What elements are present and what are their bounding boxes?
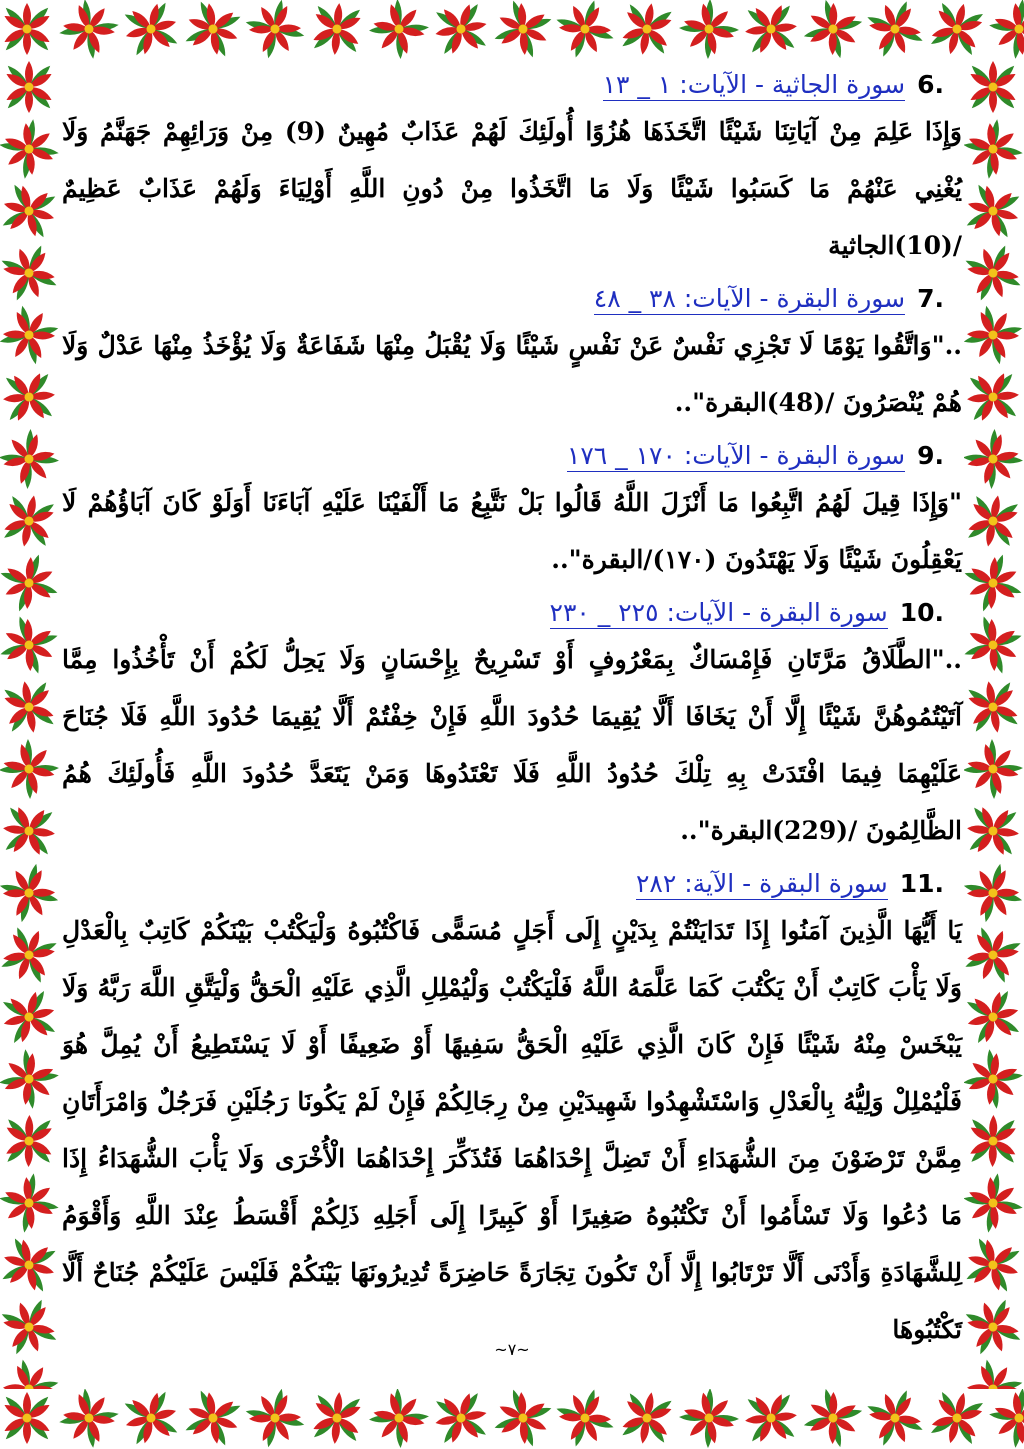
poinsettia-icon [0, 1234, 60, 1296]
poinsettia-icon [554, 0, 616, 60]
poinsettia-icon [864, 0, 926, 60]
poinsettia-icon [0, 738, 60, 800]
poinsettia-icon [120, 0, 182, 60]
poinsettia-icon [244, 0, 306, 60]
poinsettia-icon [964, 1110, 1024, 1172]
poinsettia-icon [0, 986, 60, 1048]
poinsettia-icon [0, 552, 60, 614]
section-heading [62, 869, 962, 898]
poinsettia-icon [120, 1389, 182, 1449]
verse-text: .."وَاتَّقُوا يَوْمًا لَا تَجْزِي نَفْسٌ عَنْ نَفْسٍ شَيْئًا وَلَا يُقْبَلُ مِنْهَا شَفَاعَةٌ وَلَا يُؤْخَذُ مِنْهَا عَدْلٌ وَلَا هُمْ يُنْصَرُونَ /(48)البقرة".. [62, 331, 962, 417]
poinsettia-icon [964, 60, 1024, 118]
poinsettia-icon [58, 1389, 120, 1449]
section-title: سورة البقرة - الآيات: ٣٨ _ ٤٨ [593, 284, 906, 313]
section-number: .11 [899, 869, 944, 898]
poinsettia-icon [964, 1358, 1024, 1389]
poinsettia-icon [964, 552, 1024, 614]
verse-text: .."الطَّلَاقُ مَرَّتَانِ فَإِمْسَاكٌ بِمَعْرُوفٍ أَوْ تَسْرِيحٌ بِإِحْسَانٍ وَلَا يَحِلُّ لَكُمْ أَنْ تَأْخُذُوا مِمَّا آتَيْتُمُوهُنَّ شَيْئًا إِلَّا أَنْ يَخَافَا أَلَّا يُقِيمَا حُدُودَ اللَّهِ فَإِنْ خِفْتُمْ أَلَّا يُقِيمَا حُدُودَ اللَّهِ فَلَا جُنَاحَ عَلَيْهِمَا فِيمَا افْتَدَتْ بِهِ تِلْكَ حُدُودُ اللَّهِ فَلَا تَعْتَدُوهَا وَمَنْ يَتَعَدَّ حُدُودَ اللَّهِ فَأُولَئِكَ هُمُ الظَّالِمُونَ /(229)البقرة".. [62, 645, 962, 845]
poinsettia-icon [0, 1110, 60, 1172]
poinsettia-icon [926, 1389, 988, 1449]
poinsettia-icon [0, 490, 60, 552]
poinsettia-icon [0, 1048, 60, 1110]
poinsettia-icon [964, 800, 1024, 862]
section-9 [62, 441, 962, 588]
poinsettia-icon [306, 0, 368, 60]
poinsettia-icon [964, 738, 1024, 800]
poinsettia-icon [988, 1389, 1024, 1449]
poinsettia-icon [0, 1172, 60, 1234]
poinsettia-icon [678, 1389, 740, 1449]
section-number: .9 [917, 441, 944, 470]
section-heading [62, 441, 962, 470]
page-number: ~٧~ [494, 1340, 530, 1359]
verse-text: يَا أَيُّهَا الَّذِينَ آمَنُوا إِذَا تَدَايَنْتُمْ بِدَيْنٍ إِلَى أَجَلٍ مُسَمًّى فَاكْتُبُوهُ وَلْيَكْتُبْ بَيْنَكُمْ كَاتِبٌ بِالْعَدْلِ وَلَا يَأْبَ كَاتِبٌ أَنْ يَكْتُبَ كَمَا عَلَّمَهُ اللَّهُ فَلْيَكْتُبْ وَلْيُمْلِلِ الَّذِي عَلَيْهِ الْحَقُّ وَلْيَتَّقِ اللَّهَ رَبَّهُ وَلَا يَبْخَسْ مِنْهُ شَيْئًا فَإِنْ كَانَ الَّذِي عَلَيْهِ الْحَقُّ سَفِيهًا أَوْ ضَعِيفًا أَوْ لَا يَسْتَطِيعُ أَنْ يُمِلَّ هُوَ فَلْيُمْلِلْ وَلِيُّهُ بِالْعَدْلِ وَاسْتَشْهِدُوا شَهِيدَيْنِ مِنْ رِجَالِكُمْ فَإِنْ لَمْ يَكُونَا رَجُلَيْنِ فَرَجُلٌ وَامْرَأَتَانِ مِمَّنْ تَرْضَوْنَ مِنَ الشُّهَدَاءِ أَنْ تَضِلَّ إِحْدَاهُمَا فَتُذَكِّرَ إِحْدَاهُمَا الْأُخْرَى وَلَا يَأْبَ الشُّهَدَاءُ إِذَا مَا دُعُوا وَلَا تَسْأَمُوا أَنْ تَكْتُبُوهُ صَغِيرًا أَوْ كَبِيرًا إِلَى أَجَلِهِ ذَلِكُمْ أَقْسَطُ عِنْدَ اللَّهِ وَأَقْوَمُ لِلشَّهَادَةِ وَأَدْنَى أَلَّا تَرْتَابُوا إِلَّا أَنْ تَكُونَ تِجَارَةً حَاضِرَةً تُدِيرُونَهَا بَيْنَكُمْ فَلَيْسَ عَلَيْكُمْ جُنَاحٌ أَلَّا تَكْتُبُوهَا [62, 916, 962, 1344]
section-10 [62, 598, 962, 859]
poinsettia-icon [964, 1048, 1024, 1110]
poinsettia-icon [0, 1389, 58, 1449]
poinsettia-icon [964, 924, 1024, 986]
section-6 [62, 70, 962, 274]
poinsettia-icon [964, 676, 1024, 738]
poinsettia-icon [740, 0, 802, 60]
section-heading [62, 598, 962, 627]
poinsettia-icon [0, 366, 60, 428]
section-heading [62, 284, 962, 313]
poinsettia-icon [0, 304, 60, 366]
poinsettia-icon [306, 1389, 368, 1449]
verse-text: "وَإِذَا قِيلَ لَهُمُ اتَّبِعُوا مَا أَنْزَلَ اللَّهُ قَالُوا بَلْ نَتَّبِعُ مَا أَلْفَيْنَا عَلَيْهِ آبَاءَنَا أَوَلَوْ كَانَ آبَاؤُهُمْ لَا يَعْقِلُونَ شَيْئًا وَلَا يَهْتَدُونَ (١٧٠)/البقرة".. [62, 488, 962, 574]
poinsettia-icon [0, 800, 60, 862]
poinsettia-icon [964, 490, 1024, 552]
poinsettia-icon [864, 1389, 926, 1449]
poinsettia-icon [368, 1389, 430, 1449]
poinsettia-icon [0, 676, 60, 738]
poinsettia-icon [0, 0, 58, 60]
poinsettia-icon [554, 1389, 616, 1449]
section-number: .7 [917, 284, 944, 313]
poinsettia-icon [616, 0, 678, 60]
poinsettia-icon [988, 0, 1024, 60]
border-top [0, 0, 1024, 60]
poinsettia-icon [616, 1389, 678, 1449]
poinsettia-icon [492, 1389, 554, 1449]
section-heading [62, 70, 962, 99]
poinsettia-icon [964, 366, 1024, 428]
poinsettia-icon [964, 1172, 1024, 1234]
poinsettia-icon [964, 180, 1024, 242]
poinsettia-icon [678, 0, 740, 60]
poinsettia-icon [740, 1389, 802, 1449]
poinsettia-icon [0, 614, 60, 676]
section-11 [62, 869, 962, 1358]
poinsettia-icon [964, 304, 1024, 366]
border-right [964, 60, 1024, 1389]
poinsettia-icon [0, 60, 60, 118]
poinsettia-icon [964, 862, 1024, 924]
poinsettia-icon [368, 0, 430, 60]
poinsettia-icon [182, 0, 244, 60]
poinsettia-icon [0, 242, 60, 304]
poinsettia-icon [0, 428, 60, 490]
section-7 [62, 284, 962, 431]
poinsettia-icon [802, 0, 864, 60]
poinsettia-icon [0, 118, 60, 180]
section-title: سورة البقرة - الآيات: ١٧٠ _ ١٧٦ [566, 441, 906, 470]
section-title: سورة البقرة - الآيات: ٢٢٥ _ ٢٣٠ [549, 598, 888, 627]
poinsettia-icon [430, 1389, 492, 1449]
poinsettia-icon [0, 862, 60, 924]
poinsettia-icon [964, 614, 1024, 676]
verse-text: وَإِذَا عَلِمَ مِنْ آيَاتِنَا شَيْئًا اتَّخَذَهَا هُزُوًا أُولَئِكَ لَهُمْ عَذَابٌ مُهِينٌ (9) مِنْ وَرَائِهِمْ جَهَنَّمُ وَلَا يُغْنِي عَنْهُمْ مَا كَسَبُوا شَيْئًا وَلَا مَا اتَّخَذُوا مِنْ دُونِ اللَّهِ أَوْلِيَاءَ وَلَهُمْ عَذَابٌ عَظِيمٌ /(10)الجاثية [62, 117, 962, 260]
poinsettia-icon [430, 0, 492, 60]
section-title: سورة البقرة - الآية: ٢٨٢ [635, 869, 888, 898]
section-title: سورة الجاثية - الآيات: ١ _ ١٣ [602, 70, 906, 99]
border-bottom [0, 1389, 1024, 1449]
section-number: .10 [899, 598, 944, 627]
poinsettia-icon [964, 118, 1024, 180]
border-left [0, 60, 60, 1389]
poinsettia-icon [182, 1389, 244, 1449]
poinsettia-icon [964, 242, 1024, 304]
poinsettia-icon [0, 180, 60, 242]
poinsettia-icon [964, 1234, 1024, 1296]
poinsettia-icon [0, 1358, 60, 1389]
poinsettia-icon [964, 428, 1024, 490]
poinsettia-icon [802, 1389, 864, 1449]
page-content [62, 64, 962, 1384]
poinsettia-icon [964, 986, 1024, 1048]
poinsettia-icon [244, 1389, 306, 1449]
poinsettia-icon [926, 0, 988, 60]
poinsettia-icon [492, 0, 554, 60]
section-number: .6 [917, 70, 944, 99]
poinsettia-icon [58, 0, 120, 60]
poinsettia-icon [0, 924, 60, 986]
